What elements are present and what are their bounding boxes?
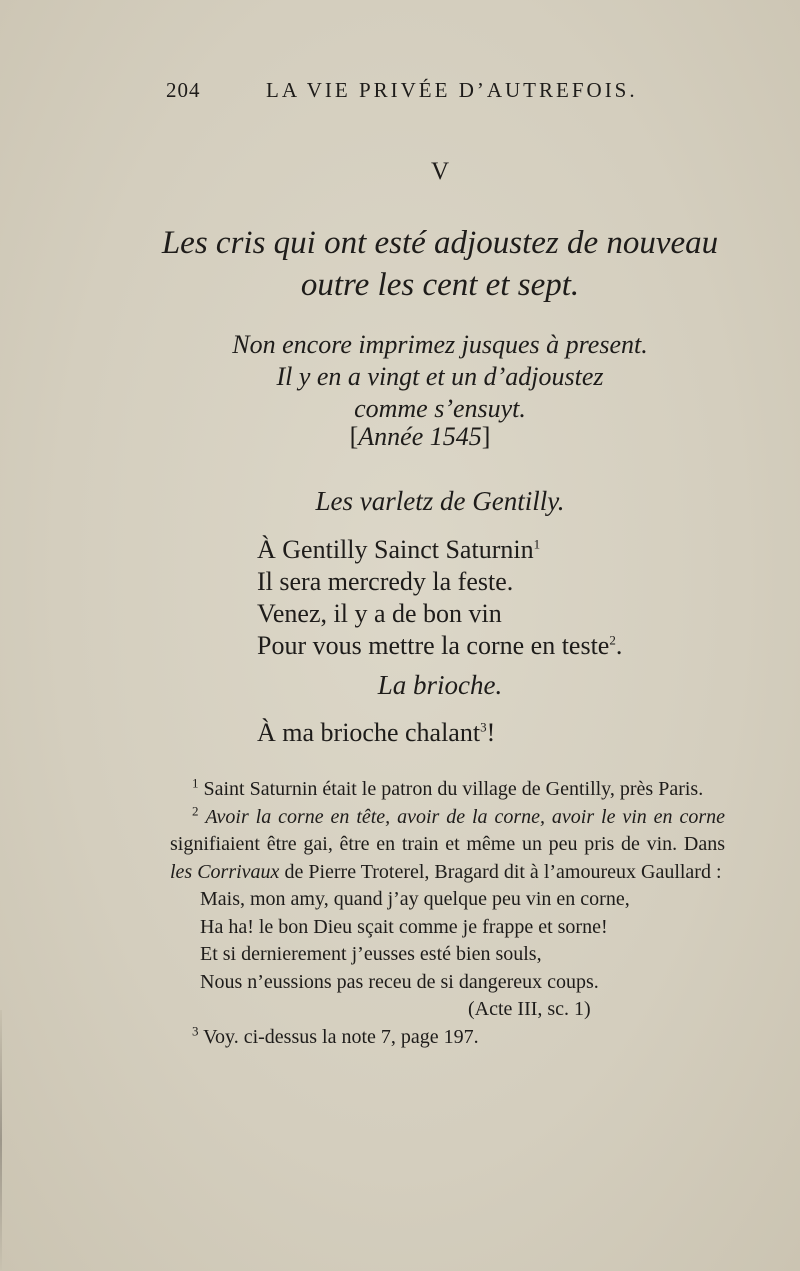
year-bracket-close: ] [481, 422, 491, 451]
quote-line: Nous n’eussions pas receu de si dangereux coups. [200, 970, 599, 993]
footnote-2: $^2$ Avoir la corne en tête, avoir de la corne, avoir le vin en corne signifiaient être gai, être en train et même un peu pris de vin. Dans les Corrivaux de Pierre Troterel, Bragard dit à l’amoureux Gaullard : [170, 802, 725, 883]
year-bracket-open: [ [349, 422, 359, 451]
chapter-title-line-1: Les cris qui ont esté adjoustez de nouveau [161, 225, 719, 261]
verse-line: Venez, il y a de bon vin [257, 599, 502, 628]
quote-line: Mais, mon amy, quand j’ay quelque peu vin en corne, [200, 888, 630, 910]
footnote-1: $^1$ Saint Saturnin était le patron du village de Gentilly, près Paris. [192, 775, 704, 800]
year-text: Année 1545 [358, 422, 482, 451]
quote-line: Et si dernierement j’eusses esté bien souls, [200, 943, 542, 965]
footnote-ref: 1 [533, 536, 541, 552]
page-edge-shadow [0, 1010, 2, 1270]
footnote-3: $^3$ Voy. ci-dessus la note 7, page 197. [192, 1022, 479, 1048]
verse-line: Il sera mercredy la feste. [257, 567, 514, 596]
subtitle-line-2: Il y en a vingt et un d’adjoustez [276, 362, 604, 391]
verse-line: À Gentilly Sainct Saturnin$^1$ [257, 535, 541, 564]
footnote-ref: 2 [609, 632, 616, 648]
song-title-varletz: Les varletz de Gentilly. [315, 486, 565, 516]
quote-line: Ha ha! le bon Dieu sçait comme je frappe et sorne! [200, 915, 608, 938]
section-number: V [430, 158, 450, 185]
subtitle-line-1: Non encore imprimez jusques à present. [232, 330, 648, 359]
subtitle-line-3: comme s’ensuyt. [354, 394, 526, 423]
footnote-ref: 3 [480, 719, 487, 735]
verse-brioche [257, 718, 495, 750]
footnotes [170, 776, 725, 1051]
verse-line: À ma brioche chalant$^3$! [257, 718, 496, 747]
chapter-title-line-2: outre les cent et sept. [300, 267, 580, 303]
verse-line: Pour vous mettre la corne en teste$^2$. [257, 631, 623, 660]
song-title-brioche: La brioche. [377, 670, 503, 700]
verse-varletz [257, 535, 622, 663]
year-note [120, 422, 720, 452]
running-title: LA VIE PRIVÉE D’AUTREFOIS. [266, 78, 638, 102]
quote-reference: (Acte III, sc. 1) [468, 998, 591, 1020]
page-number: 204 [166, 78, 201, 102]
